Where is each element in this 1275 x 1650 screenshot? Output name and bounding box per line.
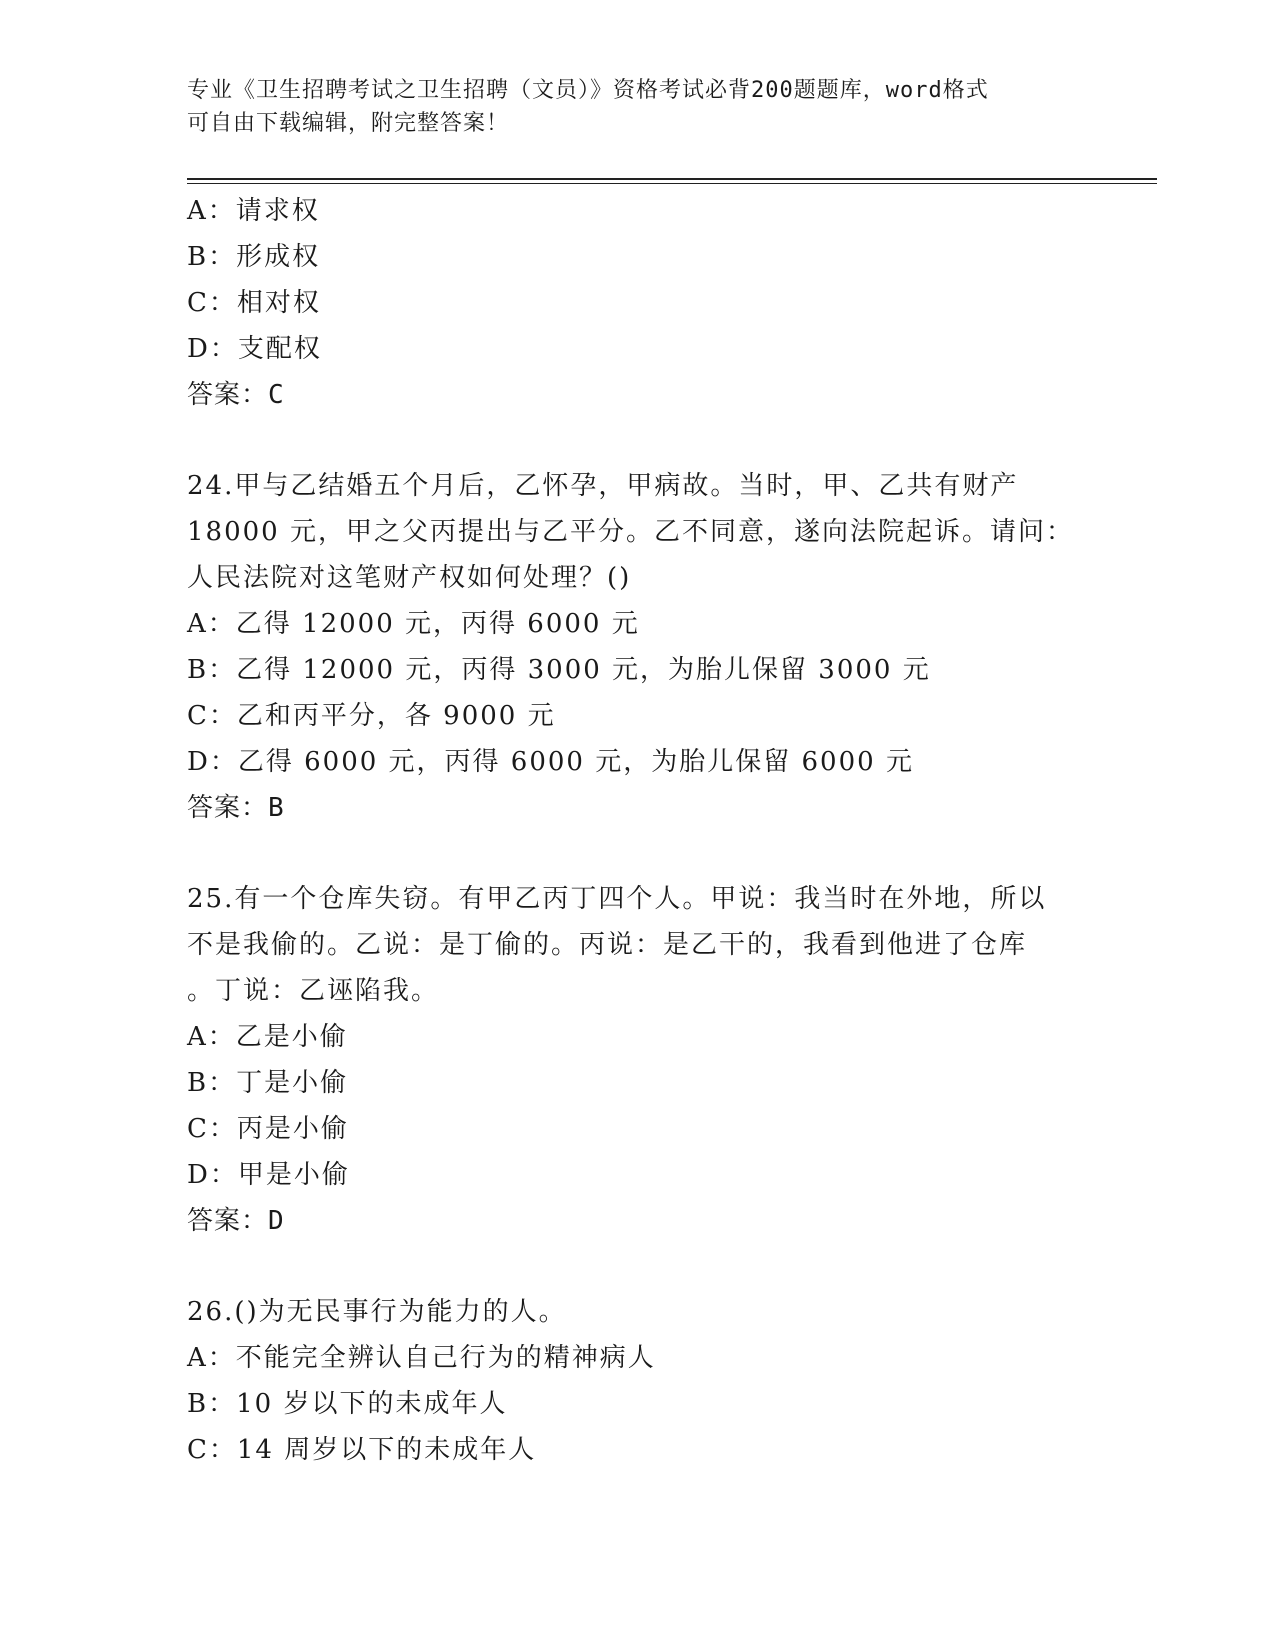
option-c: C：丙是小偷 [187, 1114, 349, 1144]
question-text-line: 18000 元，甲之父丙提出与乙平分。乙不同意，遂向法院起诉。请问： [187, 517, 1074, 547]
option-b: B：形成权 [187, 242, 321, 272]
question-25 [187, 876, 1087, 1244]
option-a: A：乙得 12000 元，丙得 6000 元 [187, 609, 640, 639]
option-a: A：不能完全辨认自己行为的精神病人 [187, 1343, 656, 1373]
option-a: A：乙是小偷 [187, 1022, 348, 1052]
header-line-1: 专业《卫生招聘考试之卫生招聘（文员）》资格考试必背200题题库，word格式 [187, 78, 989, 103]
spacer [187, 418, 1087, 463]
header-line-2: 可自由下载编辑，附完整答案！ [187, 111, 510, 136]
option-b: B：丁是小偷 [187, 1068, 349, 1098]
question-24 [187, 463, 1087, 831]
header-divider-thin [187, 183, 1157, 184]
option-a: A：请求权 [187, 196, 320, 226]
document-body [187, 188, 1087, 1473]
document-header [187, 74, 1087, 140]
question-text-line: 24.甲与乙结婚五个月后，乙怀孕，甲病故。当时，甲、乙共有财产 [187, 471, 1019, 501]
answer-line: 答案：C [187, 380, 285, 410]
question-text-line: 人民法院对这笔财产权如何处理？() [187, 563, 632, 593]
question-26 [187, 1289, 1087, 1473]
option-d: D：乙得 6000 元，丙得 6000 元，为胎儿保留 6000 元 [187, 747, 914, 777]
option-b: B：乙得 12000 元，丙得 3000 元，为胎儿保留 3000 元 [187, 655, 931, 685]
answer-line: 答案：B [187, 793, 285, 823]
option-c: C：相对权 [187, 288, 321, 318]
question-text-line: 26.()为无民事行为能力的人。 [187, 1297, 567, 1327]
option-d: D：甲是小偷 [187, 1160, 350, 1190]
question-text-line: 。丁说：乙诬陷我。 [187, 976, 440, 1006]
spacer [187, 1244, 1087, 1289]
option-c: C：14 周岁以下的未成年人 [187, 1435, 537, 1465]
spacer [187, 831, 1087, 876]
answer-line: 答案：D [187, 1206, 285, 1236]
option-c: C：乙和丙平分，各 9000 元 [187, 701, 556, 731]
option-b: B：10 岁以下的未成年人 [187, 1389, 508, 1419]
question-text-line: 25.有一个仓库失窃。有甲乙丙丁四个人。甲说：我当时在外地，所以 [187, 884, 1047, 914]
option-d: D：支配权 [187, 334, 322, 364]
question-23-continued [187, 188, 1087, 418]
question-text-line: 不是我偷的。乙说：是丁偷的。丙说：是乙干的，我看到他进了仓库 [187, 930, 1028, 960]
header-divider-thick [187, 178, 1157, 180]
